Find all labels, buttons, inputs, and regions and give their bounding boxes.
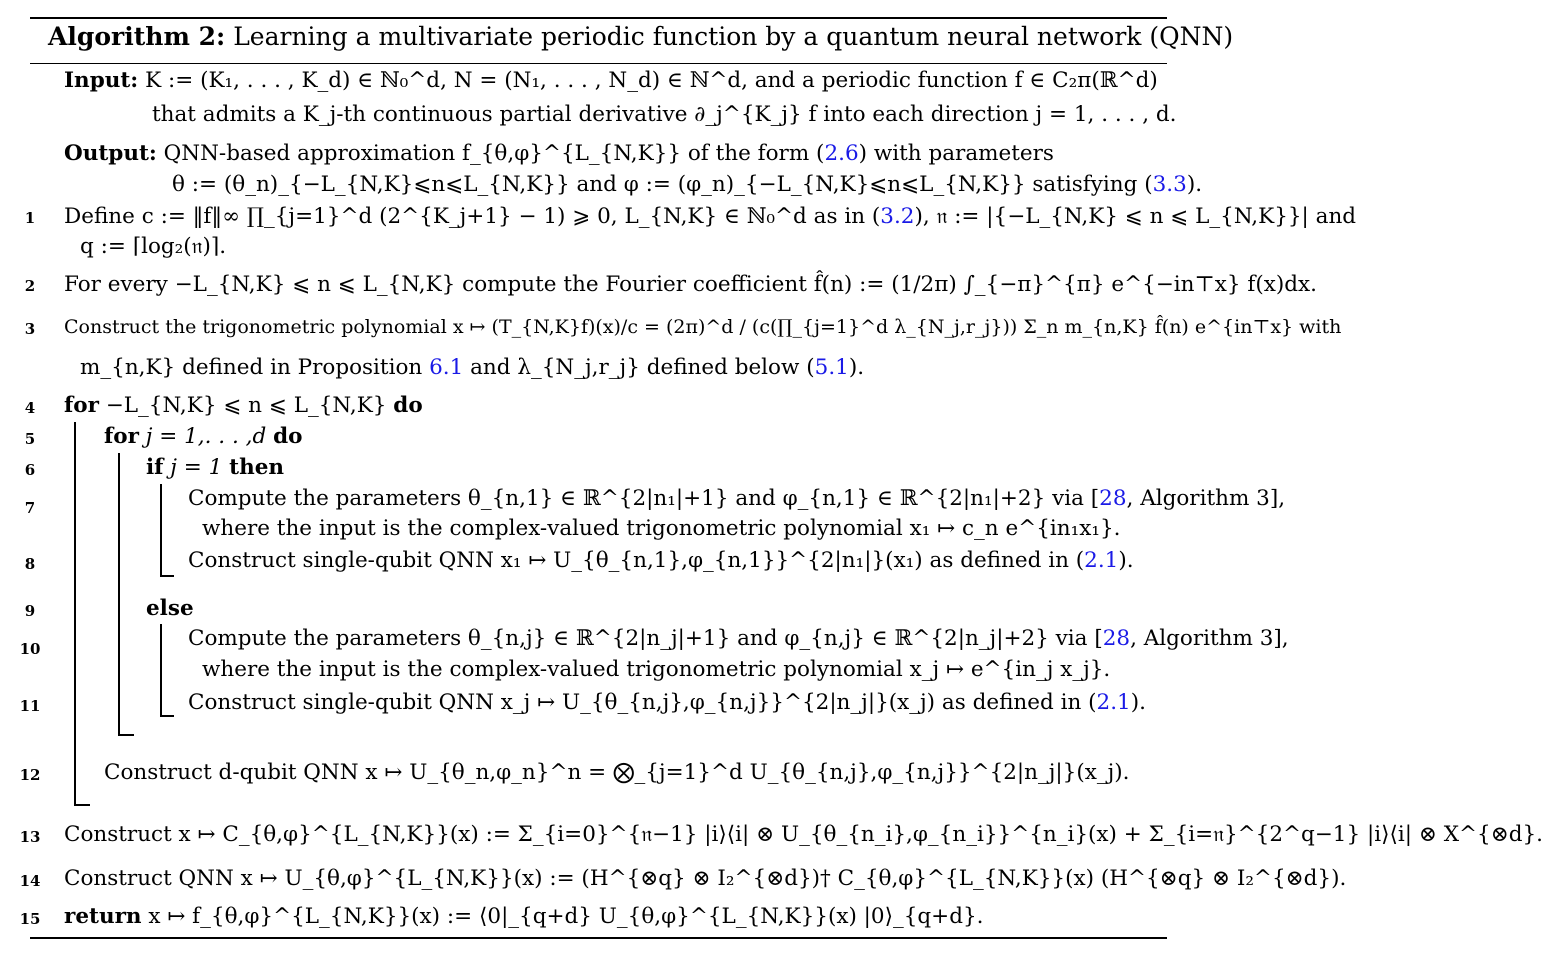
step-text: where the input is the complex-valued trigonometric polynomial x_j ↦ e^{in_j x_j}. bbox=[202, 657, 1111, 682]
if-scope-line bbox=[160, 484, 162, 576]
keyword: else bbox=[146, 596, 194, 621]
else-scope-line bbox=[160, 624, 162, 716]
algorithm-title-text: Learning a multivariate periodic function by a quantum neural network (QNN) bbox=[233, 22, 1234, 51]
ref-link[interactable]: 2.1 bbox=[1096, 690, 1131, 715]
step-text: x ↦ f_{θ,φ}^{L_{N,K}}(x) := ⟨0|_{q+d} U_{θ,φ}^{L_{N,K}}(x) |0⟩_{q+d}. bbox=[148, 904, 984, 929]
step-text: Construct single-qubit QNN x_j ↦ U_{θ_{n,j},φ_{n,j}}^{2|n_j|}(x_j) as defined in ( bbox=[188, 690, 1097, 715]
input-line-1 bbox=[64, 68, 1158, 94]
step-text: Compute the parameters θ_{n,1} ∈ ℝ^{2|n₁|+1} and φ_{n,1} ∈ ℝ^{2|n₁|+2} via [ bbox=[188, 486, 1100, 511]
step-3-cont bbox=[80, 355, 864, 381]
if-scope-end bbox=[160, 575, 174, 577]
step-4 bbox=[64, 393, 423, 419]
line-number: 14 bbox=[19, 872, 41, 890]
ref-link[interactable]: 6.1 bbox=[429, 355, 464, 380]
step-6 bbox=[146, 455, 284, 481]
step-9 bbox=[146, 596, 194, 622]
step-text: m_{n,K} defined in Proposition bbox=[80, 355, 430, 380]
line-number: 3 bbox=[24, 320, 36, 338]
step-7-cont bbox=[202, 516, 1121, 542]
title-rule bbox=[30, 63, 1167, 64]
else-scope-end bbox=[160, 715, 174, 717]
step-7 bbox=[188, 486, 1285, 512]
step-14 bbox=[64, 866, 1346, 892]
output-text-1b: ) with parameters bbox=[858, 141, 1054, 166]
ref-link[interactable]: 5.1 bbox=[814, 355, 849, 380]
line-number: 2 bbox=[24, 277, 36, 295]
line-number: 4 bbox=[24, 399, 36, 417]
line-number: 15 bbox=[19, 910, 41, 928]
step-text: q := ⌈log₂(𝔫)⌉. bbox=[80, 234, 227, 259]
keyword: then bbox=[229, 455, 285, 480]
keyword: do bbox=[393, 393, 423, 418]
line-number: 8 bbox=[24, 555, 36, 573]
step-5 bbox=[104, 424, 302, 450]
step-1 bbox=[64, 204, 1356, 230]
inner-for-scope-end bbox=[118, 734, 134, 736]
keyword: return bbox=[64, 904, 142, 929]
keyword: do bbox=[273, 424, 303, 449]
keyword: for bbox=[64, 393, 99, 418]
ref-link[interactable]: 2.1 bbox=[1084, 548, 1119, 573]
step-15 bbox=[64, 904, 983, 930]
step-13 bbox=[64, 822, 1543, 848]
output-line-1 bbox=[64, 141, 1054, 167]
ref-link[interactable]: 3.2 bbox=[880, 204, 915, 229]
algorithm-label: Algorithm 2: bbox=[48, 22, 226, 51]
step-3 bbox=[64, 314, 1341, 340]
step-text: , Algorithm 3], bbox=[1130, 626, 1289, 651]
step-text: ), 𝔫 := |{−L_{N,K} ⩽ n ⩽ L_{N,K}}| and bbox=[914, 204, 1357, 229]
top-rule bbox=[30, 17, 1167, 19]
output-line-2 bbox=[172, 172, 1202, 198]
line-number: 9 bbox=[24, 602, 36, 620]
step-1-cont bbox=[80, 234, 226, 260]
for-scope-end bbox=[74, 804, 90, 806]
step-10-cont bbox=[202, 657, 1110, 683]
step-10 bbox=[188, 626, 1289, 652]
line-number: 12 bbox=[19, 766, 41, 784]
output-label: Output: bbox=[64, 141, 157, 166]
step-text: j = 1 bbox=[170, 455, 223, 480]
step-text: Construct the trigonometric polynomial x ↦ (T_{N,K}f)(x)/c = (2π)^d / (c(∏_{j=1}^d λ_{N_j,r_j})) Σ_n m_{n,K} f̂(n) e^{in⊤x} with bbox=[64, 316, 1342, 338]
line-number: 10 bbox=[19, 640, 41, 658]
line-number: 6 bbox=[24, 461, 36, 479]
step-text: Define c := ‖f‖∞ ∏_{j=1}^d (2^{K_j+1} − 1) ⩾ 0, L_{N,K} ∈ ℕ₀^d as in ( bbox=[64, 204, 881, 229]
step-8 bbox=[188, 548, 1134, 574]
algorithm-title bbox=[48, 22, 1233, 51]
step-text: , Algorithm 3], bbox=[1126, 486, 1286, 511]
step-text: j = 1,. . . ,d bbox=[145, 424, 267, 449]
step-text: Construct d-qubit QNN x ↦ U_{θ_n,φ_n}^n = ⨂_{j=1}^d U_{θ_{n,j},φ_{n,j}}^{2|n_j|}(x_j). bbox=[104, 760, 1130, 785]
ref-link[interactable]: 3.3 bbox=[1152, 172, 1187, 197]
line-number: 11 bbox=[19, 697, 41, 715]
output-text-2: θ := (θ_n)_{−L_{N,K}⩽n⩽L_{N,K}} and φ := (φ_n)_{−L_{N,K}⩽n⩽L_{N,K}} satisfying ( bbox=[172, 172, 1153, 197]
output-text-2b: ). bbox=[1186, 172, 1203, 197]
step-text: ). bbox=[1118, 548, 1134, 573]
step-text: where the input is the complex-valued trigonometric polynomial x₁ ↦ c_n e^{in₁x₁}. bbox=[202, 516, 1121, 541]
step-text: and λ_{N_j,r_j} defined below ( bbox=[463, 355, 815, 380]
step-text: Construct x ↦ C_{θ,φ}^{L_{N,K}}(x) := Σ_{i=0}^{𝔫−1} |i⟩⟨i| ⊗ U_{θ_{n_i},φ_{n_i}}^{n_i}(x) + Σ_{i=𝔫}^{2^q−1} |i⟩⟨i| ⊗ X^{⊗d}. bbox=[64, 822, 1543, 847]
input-text-2: that admits a K_j-th continuous partial derivative ∂_j^{K_j} f into each direction j = 1, . . . , d. bbox=[152, 102, 1177, 127]
line-number: 1 bbox=[24, 209, 36, 227]
step-11 bbox=[188, 690, 1146, 716]
step-text: −L_{N,K} ⩽ n ⩽ L_{N,K} bbox=[105, 393, 387, 418]
output-text-1: QNN-based approximation f_{θ,φ}^{L_{N,K}} of the form ( bbox=[163, 141, 825, 166]
keyword: if bbox=[146, 455, 164, 480]
line-number: 13 bbox=[19, 828, 41, 846]
input-text-1: K := (K₁, . . . , K_d) ∈ ℕ₀^d, N = (N₁, . . . , N_d) ∈ ℕ^d, and a periodic function f ∈ C₂π(ℝ^d) bbox=[145, 68, 1158, 93]
ref-link[interactable]: 28 bbox=[1099, 486, 1127, 511]
step-text: Construct single-qubit QNN x₁ ↦ U_{θ_{n,1},φ_{n,1}}^{2|n₁|}(x₁) as defined in ( bbox=[188, 548, 1085, 573]
for-scope-line bbox=[74, 422, 76, 805]
line-number: 5 bbox=[24, 430, 36, 448]
step-12 bbox=[104, 760, 1130, 786]
step-2 bbox=[64, 272, 1317, 298]
step-text: ). bbox=[848, 355, 865, 380]
step-text: Compute the parameters θ_{n,j} ∈ ℝ^{2|n_j|+1} and φ_{n,j} ∈ ℝ^{2|n_j|+2} via [ bbox=[188, 626, 1103, 651]
line-number: 7 bbox=[24, 499, 36, 517]
ref-link[interactable]: 2.6 bbox=[824, 141, 859, 166]
step-text: For every −L_{N,K} ⩽ n ⩽ L_{N,K} compute the Fourier coefficient f̂(n) := (1/2π) ∫_{−π}^{π} e^{−in⊤x} f(x)dx. bbox=[64, 272, 1317, 297]
inner-for-scope-line bbox=[118, 453, 120, 735]
input-label: Input: bbox=[64, 68, 139, 93]
ref-link[interactable]: 28 bbox=[1102, 626, 1131, 651]
input-line-2 bbox=[152, 102, 1176, 128]
keyword: for bbox=[104, 424, 139, 449]
bottom-rule bbox=[30, 937, 1167, 939]
step-text: ). bbox=[1130, 690, 1146, 715]
step-text: Construct QNN x ↦ U_{θ,φ}^{L_{N,K}}(x) := (H^{⊗q} ⊗ I₂^{⊗d})† C_{θ,φ}^{L_{N,K}}(x) (H^{⊗q} ⊗ I₂^{⊗d}). bbox=[64, 866, 1347, 891]
